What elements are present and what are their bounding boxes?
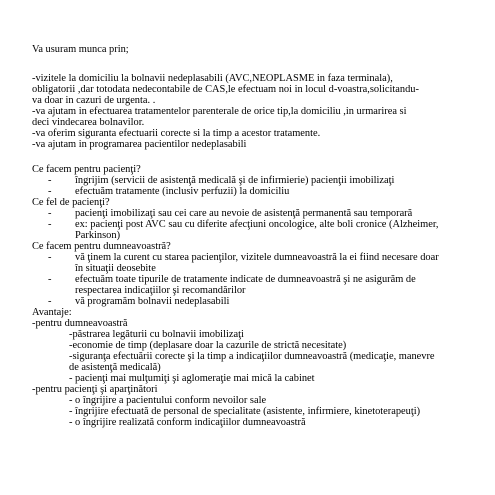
group-heading: -pentru dumneavoastră [32, 318, 128, 329]
group-item: -siguranţa efectuării corecte şi la timp a indicaţiilor dumneavoastră (medicaţie, manevre [69, 351, 435, 362]
bullet-dash: - [48, 296, 52, 307]
list-item-continuation: în situaţii deosebite [75, 263, 156, 274]
list-item-continuation: Parkinson) [75, 230, 121, 241]
group-item: - pacienţi mai mulţumiţi şi aglomeraţie mai mică la cabinet [69, 373, 315, 384]
bullet-dash: - [48, 175, 52, 186]
list-item: îngrijim (servicii de asistenţă medicală şi de infirmierie) pacienţii imobilizaţi [75, 175, 395, 186]
list-item: pacienţi imobilizaţi sau cei care au nevoie de asistenţă permanentă sau temporară [75, 208, 413, 219]
intro-line: deci vindecarea bolnavilor. [32, 117, 145, 128]
group-item: -economie de timp (deplasare doar la cazurile de strictă necesitate) [69, 340, 347, 351]
document-heading: Va usuram munca prin; [32, 44, 129, 55]
list-item: vă ţinem la curent cu starea pacienţilor, vizitele dumneavoastră la ei fiind necesare doar [75, 252, 439, 263]
list-item: efectuăm tratamente (inclusiv perfuzii) la domiciliu [75, 186, 290, 197]
group-item-continuation: de asistenţă medicală) [69, 362, 161, 373]
section-question: Ce facem pentru dumneavoastră? [32, 241, 171, 252]
list-item-continuation: respectarea indicaţiilor şi recomandărilor [75, 285, 246, 296]
group-item: -păstrarea legăturii cu bolnavii imobilizaţi [69, 329, 244, 340]
section-question: Ce facem pentru pacienţi? [32, 164, 141, 175]
section-question: Ce fel de pacienţi? [32, 197, 110, 208]
intro-line: -va ajutam in efectuarea tratamentelor parenterale de orice tip,la domiciliu ,in urmarirea si [32, 106, 407, 117]
bullet-dash: - [48, 219, 52, 230]
intro-line: -vizitele la domiciliu la bolnavii nedeplasabili (AVC,NEOPLASME in faza terminala), [32, 73, 393, 84]
list-item: ex: pacienţi post AVC sau cu diferite afecţiuni oncologice, alte boli cronice (Alzheimer, [75, 219, 439, 230]
intro-line: va doar in cazuri de urgenta. . [32, 95, 156, 106]
bullet-dash: - [48, 208, 52, 219]
bullet-dash: - [48, 186, 52, 197]
group-item: - o îngrijire a pacientului conform nevoilor sale [69, 395, 267, 406]
list-item: vă programăm bolnavii nedeplasabili [75, 296, 230, 307]
avantaje-heading: Avantaje: [32, 307, 72, 318]
group-item: - îngrijire efectuată de personal de specialitate (asistente, infirmiere, kinetoterapeuţi) [69, 406, 421, 417]
intro-line: obligatorii ,dar totodata nedecontabile de CAS,le efectuam noi in locul d-voastra,solicitandu- [32, 84, 419, 95]
group-item: - o îngrijire realizată conform indicaţiilor dumneavoastră [69, 417, 306, 428]
list-item: efectuăm toate tipurile de tratamente indicate de dumneavoastră şi ne asigurăm de [75, 274, 416, 285]
intro-line: -va oferim siguranta efectuarii corecte si la timp a acestor tratamente. [32, 128, 321, 139]
group-heading: -pentru pacienţi şi aparţinători [32, 384, 158, 395]
bullet-dash: - [48, 274, 52, 285]
bullet-dash: - [48, 252, 52, 263]
intro-line: -va ajutam in programarea pacientilor nedeplasabili [32, 139, 247, 150]
